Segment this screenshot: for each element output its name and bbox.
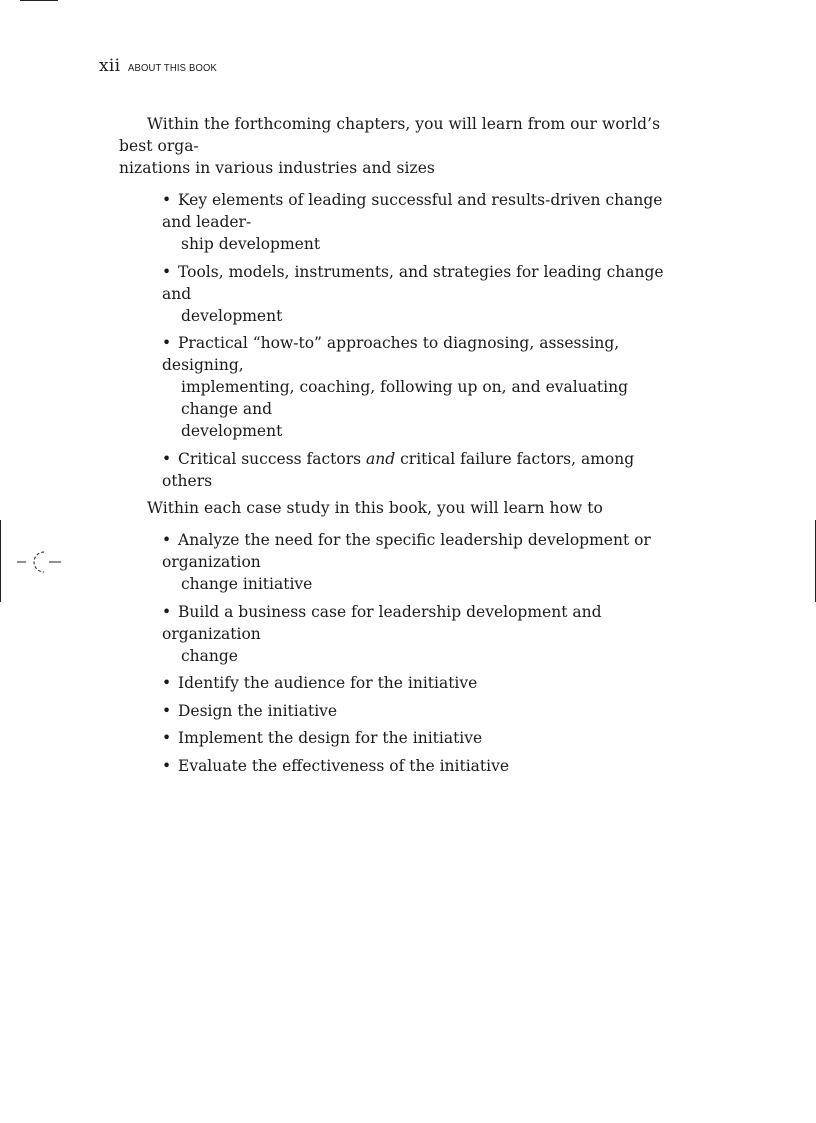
list-item-text: Analyze the need for the specific leadership development or organization xyxy=(162,531,651,571)
list-item-text: change xyxy=(181,646,238,665)
bullet-icon: • xyxy=(162,729,172,747)
bullet-icon: • xyxy=(162,602,172,621)
running-head xyxy=(99,56,227,76)
list-item xyxy=(162,672,689,694)
bullet-icon: • xyxy=(162,701,172,720)
intro-line-2: nizations in various industries and sizes xyxy=(119,159,435,177)
list-item xyxy=(162,601,689,667)
list-item xyxy=(162,332,689,442)
case-study-lead: Within each case study in this book, you will learn how to xyxy=(147,499,603,517)
list-item xyxy=(162,448,689,492)
intro-line-1: Within the forthcoming chapters, you will learn from our world’s best orga- xyxy=(119,115,661,155)
list-item-text: implementing, coaching, following up on, and evaluating change and xyxy=(181,378,629,418)
list-item-text: Build a business case for leadership development and organization xyxy=(162,602,602,643)
list-item xyxy=(162,727,689,749)
page-body xyxy=(119,113,689,782)
list-item-text: Implement the design for the initiative xyxy=(178,729,483,747)
list-item-text: Critical success factors xyxy=(178,449,367,468)
bullet-icon: • xyxy=(162,334,172,352)
case-study-list xyxy=(119,529,689,777)
list-item-text: ship development xyxy=(181,235,321,253)
list-item xyxy=(162,700,689,722)
list-item xyxy=(162,755,689,777)
learning-list xyxy=(119,189,689,492)
bullet-icon: • xyxy=(162,531,172,549)
page-number: xii xyxy=(99,56,121,76)
list-item-text: Tools, models, instruments, and strategies for leading change and xyxy=(162,262,664,303)
bullet-icon: • xyxy=(162,449,172,468)
list-item-text: development xyxy=(181,422,283,440)
list-item-text: Key elements of leading successful and results-driven change and leader- xyxy=(162,191,663,231)
bullet-icon: • xyxy=(162,674,172,692)
bullet-icon: • xyxy=(162,262,172,281)
list-item xyxy=(162,189,689,255)
list-item-text: change initiative xyxy=(181,575,313,593)
list-item-text: Practical “how-to” approaches to diagnosing, assessing, designing, xyxy=(162,334,620,374)
intro-paragraph xyxy=(119,113,689,179)
emphasis-text: and xyxy=(366,449,396,468)
crop-mark-top xyxy=(20,0,58,1)
bullet-icon: • xyxy=(162,191,172,209)
list-item xyxy=(162,261,689,327)
list-item-text: development xyxy=(181,306,283,325)
list-item-text: critical failure factors, among others xyxy=(162,449,635,490)
bullet-icon: • xyxy=(162,756,172,775)
list-item-text: Evaluate the effectiveness of the initiative xyxy=(178,756,510,775)
list-item-text: Identify the audience for the initiative xyxy=(178,674,478,692)
crop-mark-left xyxy=(0,520,1,602)
list-item xyxy=(162,529,689,595)
running-head-title: ABOUT THIS BOOK xyxy=(128,62,218,74)
list-item-text: Design the initiative xyxy=(178,701,338,720)
registration-mark-icon xyxy=(17,549,63,575)
